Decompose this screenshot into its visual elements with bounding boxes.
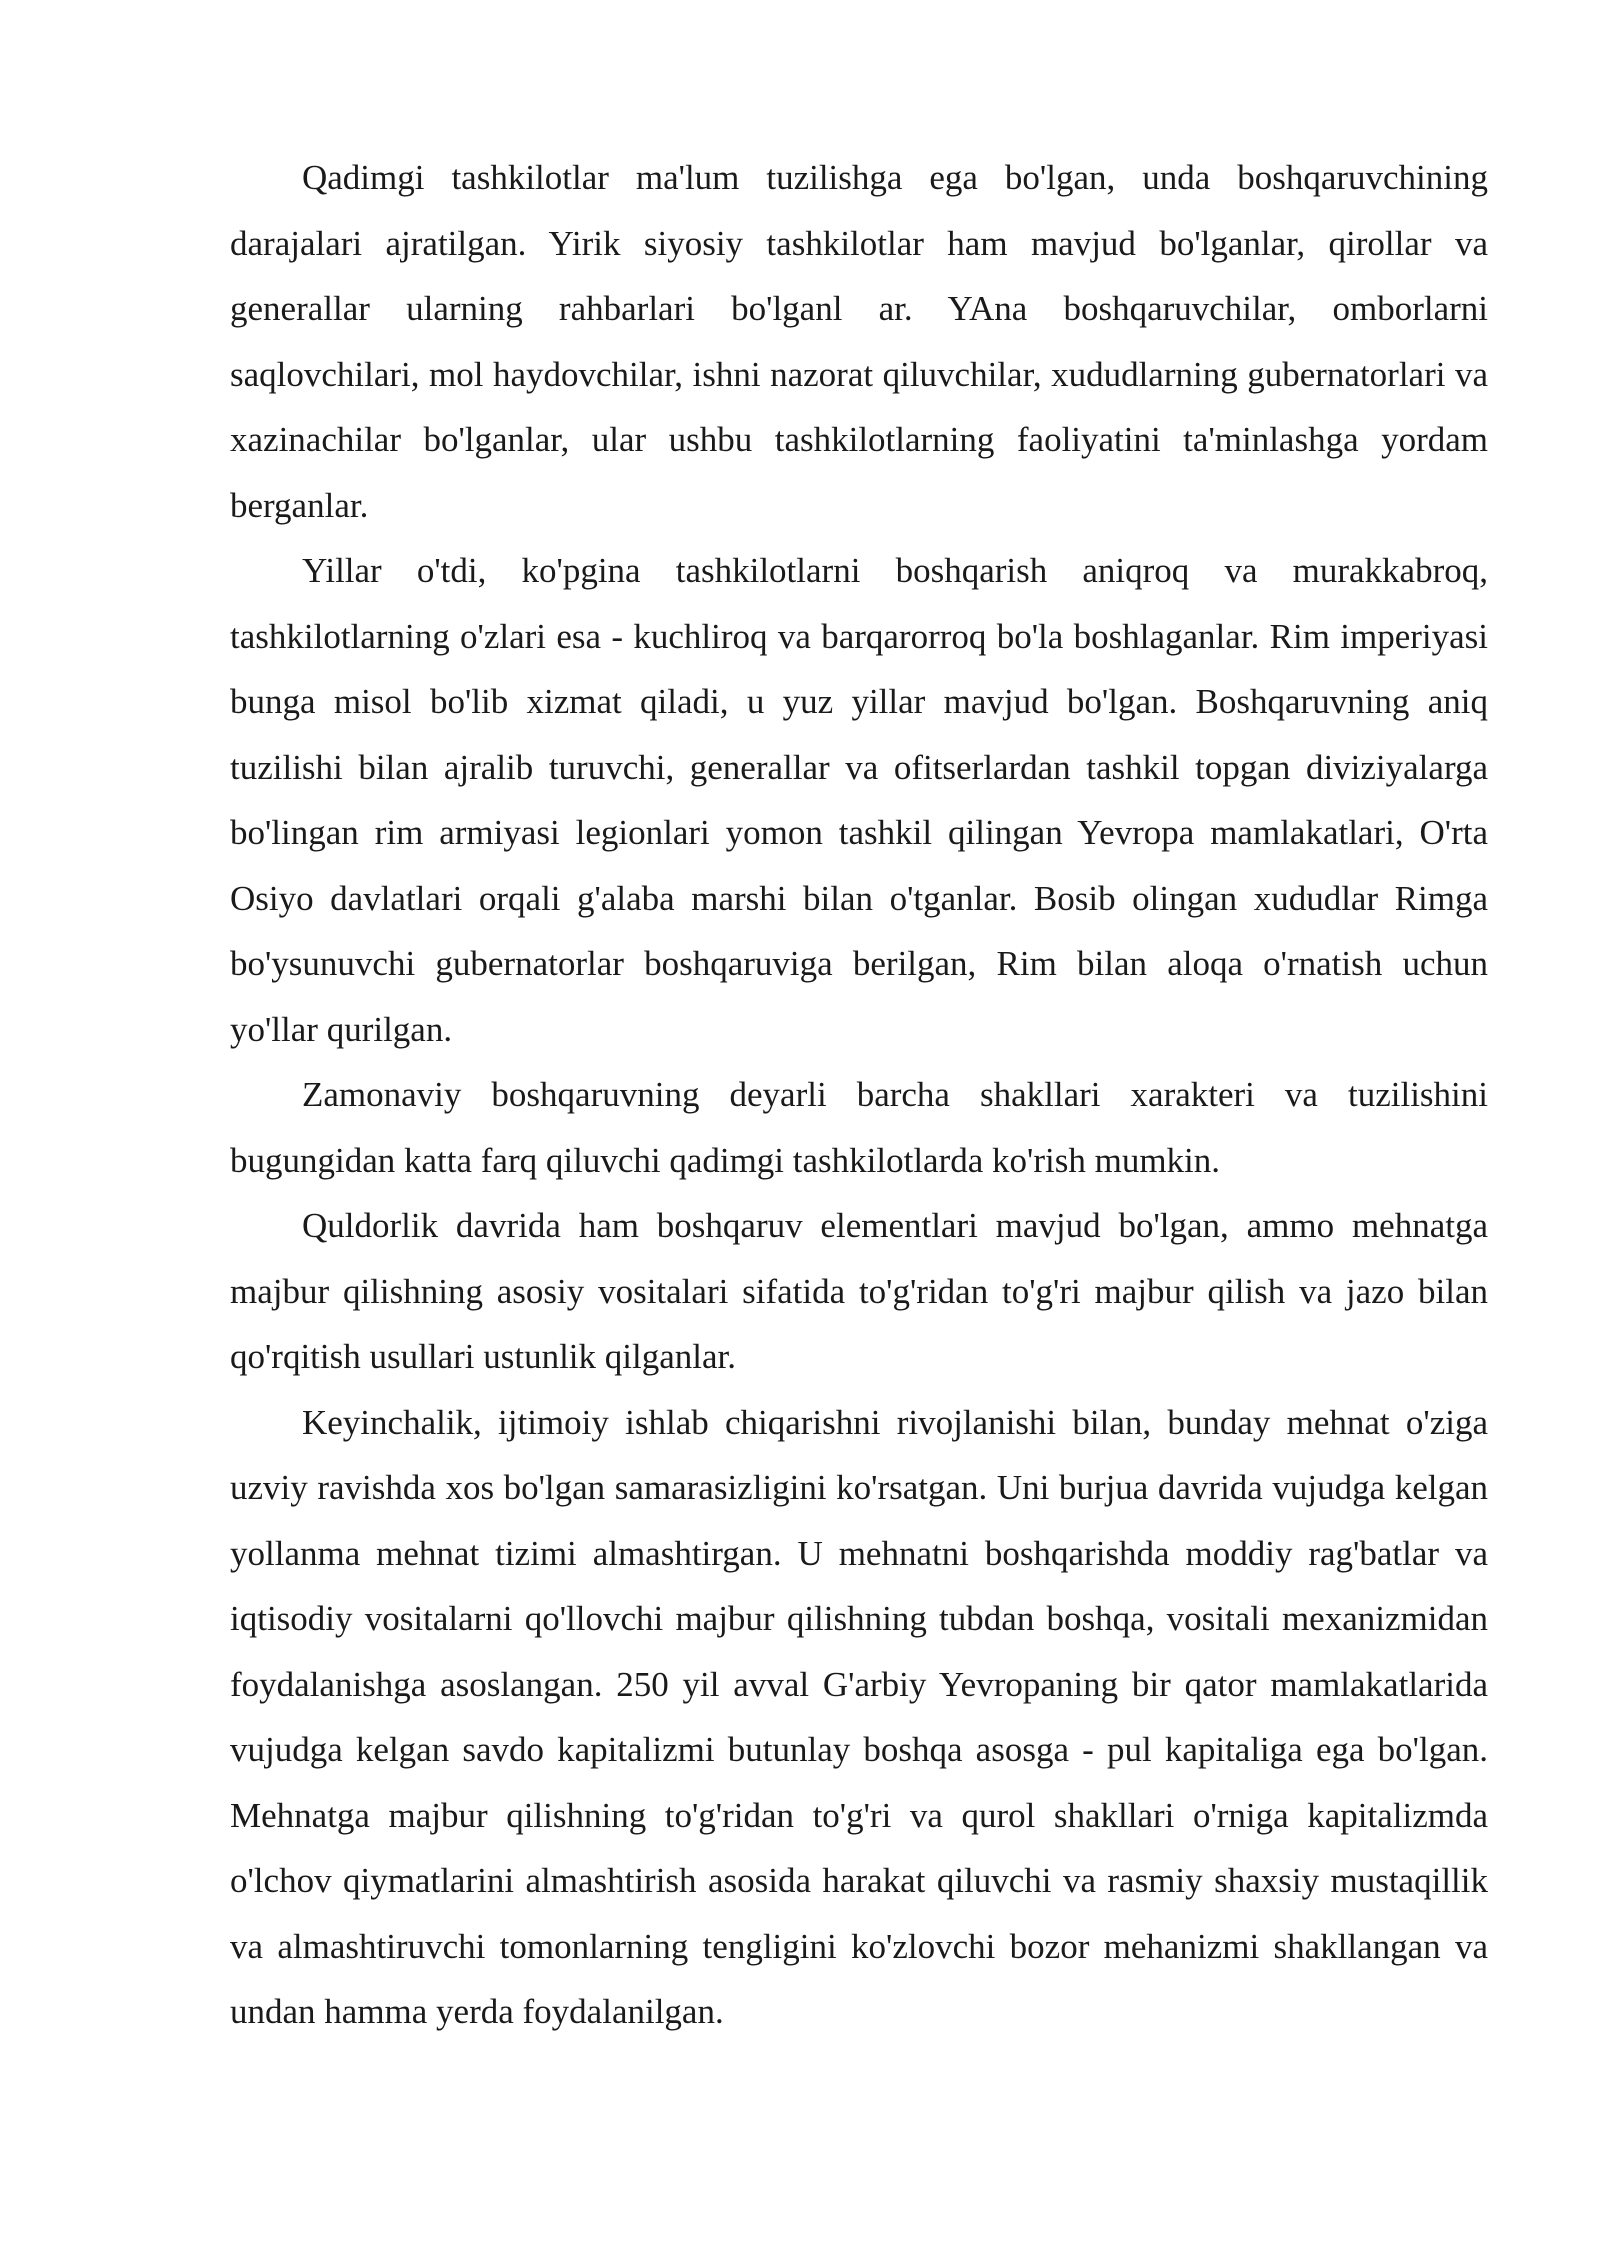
document-page <box>230 145 1488 2045</box>
paragraph: Zamonaviy boshqaruvning deyarli barcha shakllari xarakteri va tuzilishini bugungidan katta farq qiluvchi qadimgi tashkilotlarda ko'rish mumkin. <box>230 1075 1488 1180</box>
paragraph: Yillar o'tdi, ko'pgina tashkilotlarni boshqarish aniqroq va murakkabroq, tashkilotlarning o'zlari esa - kuchliroq va barqarorroq bo'la boshlaganlar. Rim imperiyasi bunga misol bo'lib xizmat qiladi, u yuz yillar mavjud bo'lgan. Boshqaruvning aniq tuzilishi bilan ajralib turuvchi, generallar va ofitserlardan tashkil topgan diviziyalarga bo'lingan rim armiyasi legionlari yomon tashkil qilingan Yevropa mamlakatlari, O'rta Osiyo davlatlari orqali g'alaba marshi bilan o'tganlar. Bosib olingan xududlar Rimga bo'ysunuvchi gubernatorlar boshqaruviga berilgan, Rim bilan aloqa o'rnatish uchun yo'llar qurilgan. <box>230 551 1488 1049</box>
paragraph: Keyinchalik, ijtimoiy ishlab chiqarishni rivojlanishi bilan, bunday mehnat o'ziga uzviy ravishda xos bo'lgan samarasizligini ko'rsatgan. Uni burjua davrida vujudga kelgan yollanma mehnat tizimi almashtirgan. U mehnatni boshqarishda moddiy rag'batlar va iqtisodiy vositalarni qo'llovchi majbur qilishning tubdan boshqa, vositali mexanizmidan foydalanishga asoslangan. 250 yil avval G'arbiy Yevropaning bir qator mamlakatlarida vujudga kelgan savdo kapitalizmi butunlay boshqa asosga - pul kapitaliga ega bo'lgan. Mehnatga majbur qilishning to'g'ridan to'g'ri va qurol shakllari o'rniga kapitalizmda o'lchov qiymatlarini almashtirish asosida harakat qiluvchi va rasmiy shaxsiy mustaqillik va almashtiruvchi tomonlarning tengligini ko'zlovchi bozor mehanizmi shakllangan va undan hamma yerda foydalanilgan. <box>230 1402 1488 2031</box>
paragraph: Quldorlik davrida ham boshqaruv elementlari mavjud bo'lgan, ammo mehnatga majbur qilishning asosiy vositalari sifatida to'g'ridan to'g'ri majbur qilish va jazo bilan qo'rqitish usullari ustunlik qilganlar. <box>230 1206 1488 1376</box>
paragraph: Qadimgi tashkilotlar ma'lum tuzilishga ega bo'lgan, unda boshqaruvchining darajalari ajratilgan. Yirik siyosiy tashkilotlar ham mavjud bo'lganlar, qirollar va generallar ularning rahbarlari bo'lganl ar. YAna boshqaruvchilar, omborlarni saqlovchilari, mol haydovchilar, ishni nazorat qiluvchilar, xududlarning gubernatorlari va xazinachilar bo'lganlar, ular ushbu tashkilotlarning faoliyatini ta'minlashga yordam berganlar. <box>230 158 1488 525</box>
